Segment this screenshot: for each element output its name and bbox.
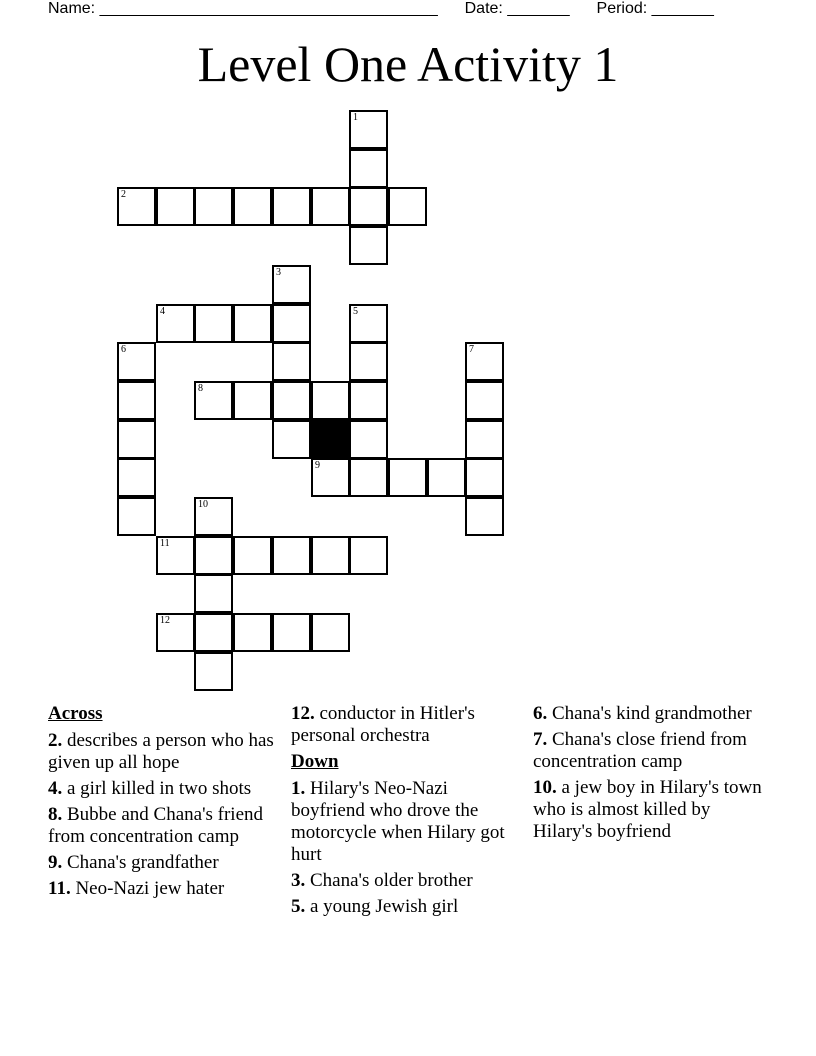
crossword-cell[interactable] [349, 342, 388, 381]
crossword-cell[interactable] [311, 536, 350, 575]
crossword-cell[interactable] [349, 381, 388, 420]
crossword-cell[interactable] [233, 304, 272, 343]
crossword-cell[interactable] [349, 458, 388, 497]
crossword-cell[interactable] [388, 187, 427, 226]
crossword-cell[interactable] [156, 187, 195, 226]
clue-down-3: 3. Chana's older brother [291, 870, 473, 891]
clue-down-5: 5. a young Jewish girl [291, 896, 459, 917]
clue-number: 12 [160, 615, 170, 626]
clue-across-8: 8. Bubbe and Chana's friend from concentration camp [48, 804, 264, 847]
crossword-cell[interactable] [117, 420, 156, 459]
crossword-cell[interactable] [349, 187, 388, 226]
crossword-cell[interactable] [465, 420, 504, 459]
crossword-cell[interactable] [311, 613, 350, 652]
clue-across-12: 12. conductor in Hitler's personal orchestra [291, 703, 475, 746]
crossword-cell[interactable] [465, 381, 504, 420]
crossword-cell[interactable] [194, 574, 233, 613]
clues-column-1 [48, 703, 284, 904]
crossword-cell[interactable] [156, 613, 195, 652]
crossword-cell[interactable] [465, 458, 504, 497]
name-field-label: Name: ______________________________________ [48, 0, 438, 17]
clue-across-11: 11. Neo-Nazi jew hater [48, 878, 225, 899]
crossword-cell[interactable] [349, 304, 388, 343]
clues-column-3 [533, 703, 765, 847]
period-field-label: Period: _______ [596, 0, 714, 17]
clue-down-6: 6. Chana's kind grandmother [533, 703, 752, 724]
down-heading: Down [291, 751, 339, 772]
crossword-cell[interactable] [156, 536, 195, 575]
clue-across-4: 4. a girl killed in two shots [48, 778, 252, 799]
crossword-cell[interactable] [349, 226, 388, 265]
clue-number: 6 [121, 344, 126, 355]
crossword-cell[interactable] [117, 458, 156, 497]
clue-number: 3 [276, 267, 281, 278]
crossword-cell[interactable] [272, 536, 311, 575]
crossword-cell[interactable] [465, 497, 504, 536]
crossword-cell[interactable] [349, 149, 388, 188]
clue-number: 9 [315, 460, 320, 471]
clue-number: 4 [160, 306, 165, 317]
crossword-cell[interactable] [272, 342, 311, 381]
date-field-label: Date: _______ [464, 0, 570, 17]
clue-across-2: 2. describes a person who has given up all hope [48, 730, 274, 773]
clue-number: 10 [198, 499, 208, 510]
crossword-cell[interactable] [233, 613, 272, 652]
crossword-cell[interactable] [156, 304, 195, 343]
crossword-cell[interactable] [194, 613, 233, 652]
crossword-cell[interactable] [311, 381, 350, 420]
crossword-cell[interactable] [349, 420, 388, 459]
crossword-cell[interactable] [272, 265, 311, 304]
page-title: Level One Activity 1 [197, 36, 619, 92]
clue-down-1: 1. Hilary's Neo-Nazi boyfriend who drove the motorcycle when Hilary got hurt [291, 778, 505, 865]
crossword-cell[interactable] [349, 536, 388, 575]
crossword-cell[interactable] [311, 458, 350, 497]
crossword-cell[interactable] [272, 420, 311, 459]
clues-column-2 [291, 703, 521, 922]
crossword-cell[interactable] [272, 304, 311, 343]
crossword-cell[interactable] [194, 381, 233, 420]
crossword-cell[interactable] [117, 381, 156, 420]
crossword-cell[interactable] [117, 187, 156, 226]
crossword-cell[interactable] [194, 652, 233, 691]
clue-number: 7 [469, 344, 474, 355]
crossword-cell[interactable] [233, 381, 272, 420]
crossword-cell[interactable] [272, 381, 311, 420]
crossword-cell[interactable] [233, 536, 272, 575]
crossword-cell[interactable] [272, 187, 311, 226]
clue-number: 5 [353, 306, 358, 317]
crossword-cell[interactable] [117, 342, 156, 381]
crossword-cell[interactable] [233, 187, 272, 226]
crossword-cell[interactable] [272, 613, 311, 652]
clue-number: 1 [353, 112, 358, 123]
crossword-cell[interactable] [194, 304, 233, 343]
clue-number: 8 [198, 383, 203, 394]
clue-across-9: 9. Chana's grandfather [48, 852, 219, 873]
crossword-cell[interactable] [117, 497, 156, 536]
clue-down-7: 7. Chana's close friend from concentration camp [533, 729, 747, 772]
crossword-cell[interactable] [311, 187, 350, 226]
crossword-cell[interactable] [427, 458, 466, 497]
crossword-cell[interactable] [194, 497, 233, 536]
clue-down-10: 10. a jew boy in Hilary's town who is almost killed by Hilary's boyfriend [533, 777, 762, 842]
black-cell [311, 420, 350, 459]
crossword-cell[interactable] [349, 110, 388, 149]
across-heading: Across [48, 703, 103, 724]
crossword-cell[interactable] [388, 458, 427, 497]
crossword-cell[interactable] [194, 536, 233, 575]
crossword-cell[interactable] [465, 342, 504, 381]
clue-number: 2 [121, 189, 126, 200]
crossword-cell[interactable] [194, 187, 233, 226]
clue-number: 11 [160, 538, 170, 549]
